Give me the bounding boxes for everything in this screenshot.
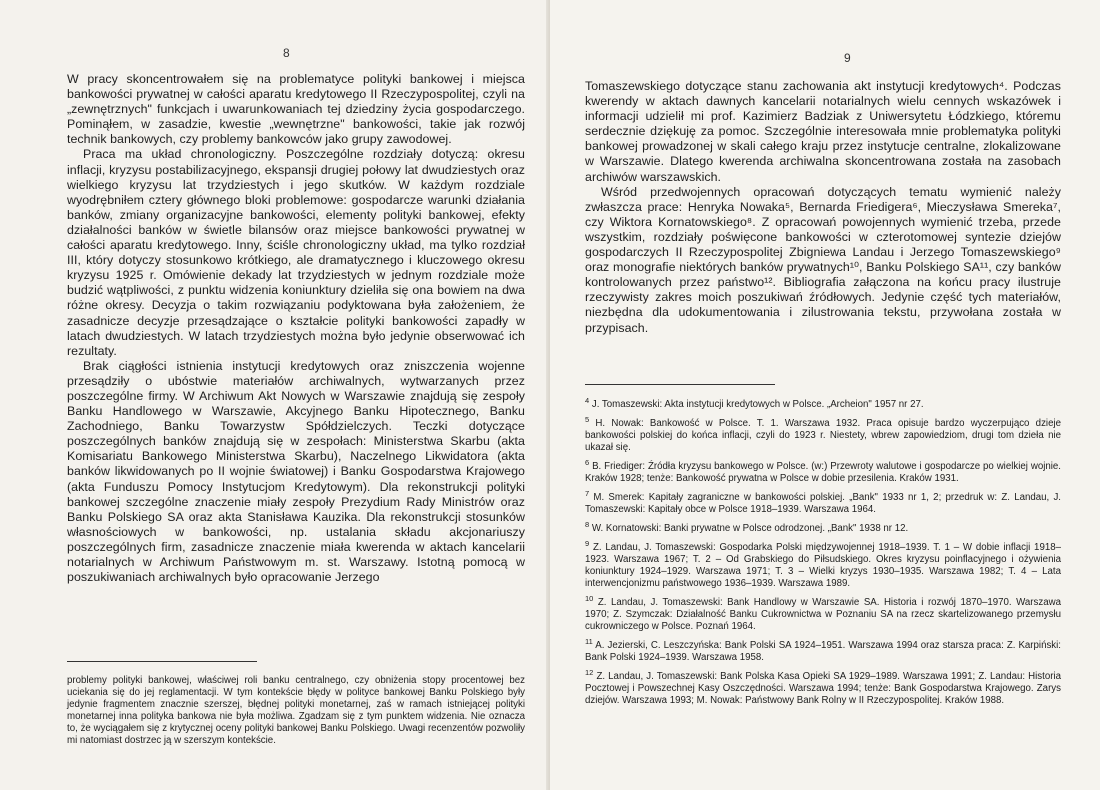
footnote-4: $^4$ J. Tomaszewski: Akta instytucji kredytowych w Polsce. „Archeion" 1957 nr 27. bbox=[585, 395, 924, 410]
footnote-5: $^5$ H. Nowak: Bankowość w Polsce. T. 1. Warszawa 1932. Praca opisuje bardzo wyczerpująco dzieje bankowości polskiej do końca inflacji, czyli do 1923 r. Niestety, wbrew zapowiedziom, drugi tom dzieła nie ukazał się. bbox=[585, 414, 1061, 453]
page-number-left: 8 bbox=[283, 46, 290, 60]
right-body-text bbox=[585, 79, 1061, 336]
right-footnotes bbox=[585, 395, 1061, 714]
footnote-9: $^9$ Z. Landau, J. Tomaszewski: Gospodarka Polski międzywojennej 1918–1939. T. 1 – W dobie inflacji 1918–1923. Warszawa 1967; T. 2 – Od Grabskiego do Piłsudskiego. Okres kryzysu poinflacyjnego i ożywienia koniunktury 1924–1929. Warszawa 1971; T. 3 – Wielki kryzys 1930–1935. Warszawa 1982; T. 4 – Lata interwencjonizmu państwowego 1936–1939. Warszawa 1989. bbox=[585, 538, 1061, 589]
footnote-12: $^{12}$ Z. Landau, J. Tomaszewski: Bank Polska Kasa Opieki SA 1929–1989. Warszawa 1991; Z. Landau: Historia Pocztowej i Powszechnej Kasy Oszczędności. Warszawa 1994; tenże: Bank Gospodarstwa Krajowego. Zarys dziejów. Warszawa 1993; M. Nowak: Państwowy Bank Rolny w II Rzeczypospolitej. Kraków 1988. bbox=[585, 667, 1061, 706]
footnote-6: $^6$ B. Friediger: Źródła kryzysu bankowego w Polsce. (w:) Przewroty walutowe i gospodarcze po wielkiej wojnie. Kraków 1928; tenże: Bankowość prywatna w Polsce w dobie przesilenia. Kraków 1931. bbox=[585, 457, 1061, 484]
right-paragraph-2: Wśród przedwojennych opracowań dotyczących tematu wymienić należy zwłaszcza prace: Henryka Nowaka⁵, Bernarda Friedigera⁶, Mieczysława Smereka⁷, czy Wiktora Kornatowskiego⁸. Z opracowań powojennych wymienić trzeba, przede wszystkim, rozdziały poświęcone bankowości w czterotomowej syntezie dziejów gospodarczych II Rzeczypospolitej Zbigniewa Landau i Jerzego Tomaszewskiego⁹ oraz monografie niektórych banków prywatnych¹⁰, Banku Polskiego SA¹¹, czy banków kontrolowanych przez państwo¹². Bibliografia załączona na końcu pracy ilustruje rzeczywisty zakres moich poszukiwań źródłowych. Jedynie część tych materiałów, niezbędna dla udokumentowania i zilustrowania tekstu, przywołana została w przypisach. bbox=[585, 184, 1061, 335]
left-footnote: problemy polityki bankowej, właściwej roli banku centralnego, czy obniżenia stopy procentowej bez uciekania się do jej reglamentacji. W tym kontekście błędy w polityce bankowej Banku Polskiego były jedynie fragmentem znacznie szerszej, błędnej polityki monetarnej, zaś w ramach istniejącej polityki monetarnej inna polityka bankowa nie była możliwa. Zgadzam się z tym punktem widzenia. Nie oznacza to, że wyciągałem się z krytycznej oceny polityki bankowej Banku Polskiego. Uwagi recenzentów pozwoliły mi natomiast dostrzec ją w szerszym kontekście. bbox=[67, 675, 525, 746]
footnote-8: $^8$ W. Kornatowski: Banki prywatne w Polsce odrodzonej. „Bank" 1938 nr 12. bbox=[585, 519, 909, 534]
right-page bbox=[550, 0, 1100, 790]
left-paragraph-3: Brak ciągłości istnienia instytucji kredytowych oraz zniszczenia wojenne przesądziły o ubóstwie materiałów archiwalnych, wytwarzanych przez poszczególne firmy. W Archiwum Akt Nowych w Warszawie znajdują się zespoły Banku Handlowego w Warszawie, Akcyjnego Banku Hipotecznego, Banku Zachodniego, Banku Towarzystw Spółdzielczych. Teczki dotyczące poszczególnych banków znajdują się w zespołach: Ministerstwa Skarbu (akta Komisariatu Bankowego Ministerstwa Skarbu), Naczelnego Likwidatora (akta banków likwidowanych po II wojnie światowej) i Banku Gospodarstwa Krajowego (akta Funduszu Pomocy Instytucjom Kredytowym). Dla rekonstrukcji polityki bankowej szczególne znaczenie miały zespoły Prezydium Rady Ministrów oraz Banku Polskiego SA oraz akta Stanisława Kauzika. Dla rekonstrukcji stosunków własnościowych w bankowości, np. ustalania składu akcjonariuszy poszczególnych firm, zasadnicze znaczenie miała kwerenda w aktach kancelarii notarialnych w Archiwum Państwowym m. st. Warszawy. Istotną pomocą w poszukiwaniach archiwalnych było opracowanie Jerzego bbox=[67, 358, 525, 585]
right-paragraph-1: Tomaszewskiego dotyczące stanu zachowania akt instytucji kredytowych⁴. Podczas kwerendy w aktach dawnych kancelarii notarialnych wielu cennych wskazówek i informacji udzielił mi prof. Kazimierz Badziak z Uniwersytetu Łódzkiego, któremu serdecznie dziękuję za pomoc. Szczególnie interesowała mnie problematyka polityki bankowej prowadzonej w skali całego kraju przez instytucje centralne, zlokalizowane w Warszawie. Dlatego kwerenda archiwalna skoncentrowana została na zasobach archiwów warszawskich. bbox=[585, 79, 1061, 184]
left-paragraph-2: Praca ma układ chronologiczny. Poszczególne rozdziały dotyczą: okresu inflacji, kryzysu postabilizacyjnego, ekspansji drugiej połowy lat dwudziestych oraz wielkiego kryzysu lat trzydziestych i jego skutków. W każdym rozdziale wyodrębniłem cztery głównego bloki problemowe: gospodarcze warunki działania banków, zmiany organizacyjne bankowości, elementy polityki bankowej, efekty działalności banków w świetle bilansów oraz miejsce bankowości prywatnej w całości aparatu kredytowego. Inny, ściśle chronologiczny układ, ma tylko rozdział III, który dotyczy stosunkowo krótkiego, ale dramatycznego i kluczowego okresu kryzysu 1925 r. Omówienie dekady lat trzydziestych w jednym rozdziale może budzić wątpliwości, z punktu widzenia koniunktury dzieliła się ona bowiem na dwa różne okresy. Decyzja o takim rozwiązaniu podyktowana była założeniem, że zasadnicze decyzje przesądzające o kształcie polityki bankowości zapadły w latach dwudziestych. W latach trzydziestych można było jedynie obserwować ich rezultaty. bbox=[67, 147, 525, 358]
page-number-right: 9 bbox=[844, 51, 851, 65]
left-body-text bbox=[67, 72, 525, 585]
footnote-10: $^{10}$ Z. Landau, J. Tomaszewski: Bank Handlowy w Warszawie SA. Historia i rozwój 1870–1970. Warszawa 1970; Z. Szymczak: Działalność Banku Cukrownictwa w Poznaniu SA na rzecz skartelizowanego przemysłu cukrowniczego w Polsce. Poznań 1964. bbox=[585, 593, 1061, 632]
footnote-divider-right bbox=[585, 384, 775, 385]
footnote-7: $^7$ M. Smerek: Kapitały zagraniczne w bankowości polskiej. „Bank" 1933 nr 1, 2; przedruk w: Z. Landau, J. Tomaszewski: Kapitały obce w Polsce 1918–1939. Warszawa 1964. bbox=[585, 488, 1061, 515]
left-paragraph-1: W pracy skoncentrowałem się na problematyce polityki bankowej i miejsca bankowości prywatnej w całości aparatu kredytowego II Rzeczypospolitej, czyli na „zewnętrznych" funkcjach i uwarunkowaniach tej dziedziny życia gospodarczego. Pominąłem, w zasadzie, kwestie „wewnętrzne" bankowości, takie jak rozwój technik bankowych, czy problemy bankowców jako grupy zawodowej. bbox=[67, 72, 525, 147]
footnote-11: $^{11}$ A. Jezierski, C. Leszczyńska: Bank Polski SA 1924–1951. Warszawa 1994 oraz starsza praca: Z. Karpiński: Bank Polski 1924–1939. Warszawa 1958. bbox=[585, 636, 1061, 663]
footnote-divider-left bbox=[67, 661, 257, 662]
